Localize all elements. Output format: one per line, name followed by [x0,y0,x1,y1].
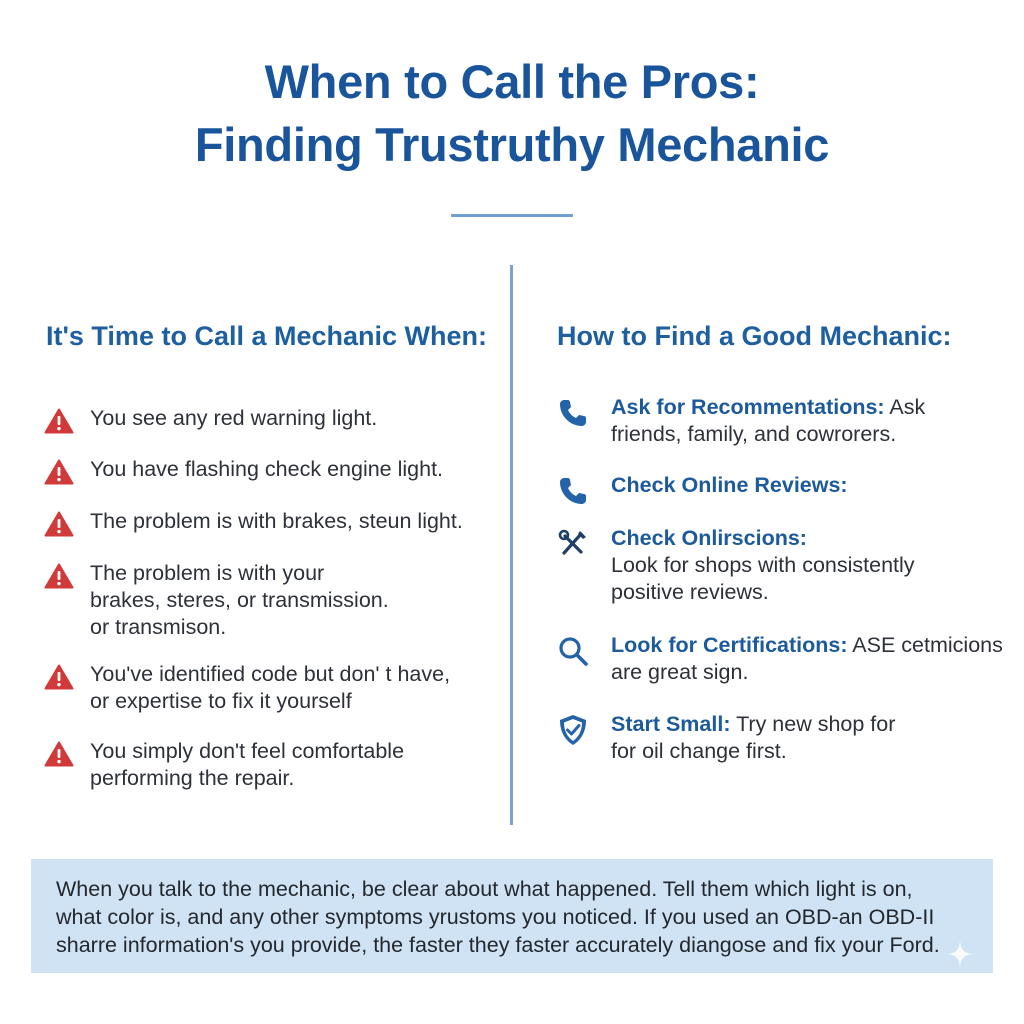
note-line: sharre information's you provide, the faster they faster accurately diangose and fix your Ford. [56,933,940,957]
warning-item-line: brakes, steres, or transmission. [90,588,389,612]
phone-icon [556,474,590,508]
left-column-heading: It's Time to Call a Mechanic When: [46,321,488,351]
warning-item-line: or transmison. [90,615,227,639]
title-underline [451,214,573,217]
title-line-2: Finding Trustruthy Mechanic [194,118,830,171]
right-column-heading: How to Find a Good Mechanic: [557,321,952,351]
tip-text: Try new shop for [730,712,896,736]
warning-item-line: You've identified code but don' t have, [90,662,451,686]
tip-text: Ask [884,395,926,419]
tip-line: for oil change first. [611,739,787,763]
tip-line: Look for shops with consistently [611,553,915,577]
tip-line: positive reviews. [611,580,769,604]
phone-icon [556,396,590,430]
warning-triangle-icon [44,664,74,690]
shield-check-icon [556,713,590,747]
tip-line [611,711,895,738]
tip-line [611,632,1003,659]
warning-triangle-icon [44,741,74,767]
warning-item-line: or expertise to fix it yourself [90,689,352,713]
tip-text: ASE cetmicions [847,633,1003,657]
note-box [31,859,993,973]
tip-line [611,394,925,421]
note-line: what color is, and any other symptoms yrustoms you noticed. If you used an OBD-an OBD-II [56,905,935,929]
title-line-1: When to Call the Pros: [264,55,760,108]
sparkle-icon [945,939,975,969]
tip-line: are great sign. [611,660,749,684]
warning-item-text: You have flashing check engine light. [90,457,444,481]
magnifier-icon [556,634,590,668]
warning-item-line: You simply don't feel comfortable [90,739,405,763]
tip-heading: Look for Certifications: [611,633,848,657]
tip-line: friends, family, and cowrorers. [611,422,897,446]
tip-heading: Check Online Reviews: [611,473,848,497]
tip-heading: Ask for Recommentations: [611,395,885,419]
warning-triangle-icon [44,511,74,537]
warning-triangle-icon [44,459,74,485]
warning-item-text: The problem is with brakes, steun light. [90,509,463,533]
column-divider [510,265,513,825]
page-title [0,50,1024,176]
warning-triangle-icon [44,408,74,434]
warning-triangle-icon [44,563,74,589]
tip-heading: Start Small: [611,712,731,736]
wrench-screwdriver-icon [556,527,590,561]
warning-item-line: The problem is with your [90,561,325,585]
warning-item-text: You see any red warning light. [90,406,378,430]
note-line: When you talk to the mechanic, be clear about what happened. Tell them which light is on, [56,877,913,901]
warning-item-line: performing the repair. [90,766,295,790]
tip-heading: Check Onlirscions: [611,526,807,550]
